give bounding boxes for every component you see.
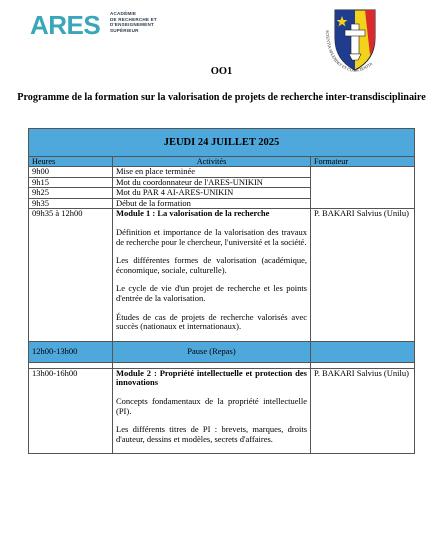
- module2-paragraph: Concepts fondamentaux de la propriété intellectuelle (PI).: [116, 395, 307, 416]
- document-header: [0, 0, 443, 72]
- seal-motto: [322, 0, 388, 74]
- pause-label: Pause (Repas): [113, 341, 311, 362]
- trainer-cell-empty: [311, 167, 415, 209]
- column-header-row: [29, 157, 415, 167]
- module2-title: Module 2 : Propriété intellectuelle et protection des innovations: [116, 367, 307, 388]
- pause-time: 12h00-13h00: [29, 341, 113, 362]
- activity-cell: Début de la formation: [113, 198, 311, 209]
- ares-sub-line: D'ENSEIGNEMENT: [110, 22, 154, 28]
- pause-row: [29, 341, 415, 362]
- ares-sub-line: SUPÉRIEUR: [110, 27, 139, 33]
- module1-activity: [113, 209, 311, 341]
- trainer-cell: P. BAKARI Salvius (Unilu): [311, 209, 415, 341]
- day-title: JEUDI 24 JUILLET 2025: [29, 129, 415, 157]
- activity-cell: Mot du coordonnateur de l'ARES-UNIKIN: [113, 177, 311, 188]
- module1-paragraph: Les différentes formes de valorisation (académique, économique, sociale, culturelle).: [116, 255, 307, 275]
- module1-paragraph: Le cycle de vie d'un projet de recherche et les points d'entrée de la valorisation.: [116, 283, 307, 303]
- table-row: [29, 167, 415, 178]
- seal-motto-text: SCIENTIA SPLENDET ET CONSCIENTIA: [325, 29, 374, 74]
- document-title: Programme de la formation sur la valorisation de projets de recherche inter-transdisciplinaire: [17, 92, 426, 103]
- ares-logo-text: ARES: [30, 10, 101, 40]
- activity-cell: Mise en place terminée: [113, 167, 311, 178]
- activity-cell: Mot du PAR 4 AI-ARES-UNIKIN: [113, 188, 311, 199]
- col-formateur: Formateur: [311, 157, 415, 167]
- day-header-row: [29, 129, 415, 157]
- time-cell: 9h35: [29, 198, 113, 209]
- col-activites: Activités: [113, 157, 311, 167]
- module2-activity: [113, 368, 311, 454]
- trainer-cell: P. BAKARI Salvius (Unilu): [311, 368, 415, 454]
- module1-paragraph: Définition et importance de la valorisation des travaux de recherche pour le chercheur, l'université et la société.: [116, 226, 307, 247]
- time-cell: 09h35 à 12h00: [29, 209, 113, 341]
- module1-row: [29, 209, 415, 341]
- col-heures: Heures: [29, 157, 113, 167]
- time-cell: 9h00: [29, 167, 113, 178]
- pause-trainer-empty: [311, 341, 415, 362]
- module1-paragraph: Études de cas de projets de recherche valorisés avec succès (nationaux et internationaux).: [116, 311, 307, 332]
- module2-paragraph: Les différents titres de PI : brevets, marques, droits d'auteur, dessins et modèles, secrets d'affaires.: [116, 424, 307, 444]
- time-cell: 9h15: [29, 177, 113, 188]
- ares-logo: [30, 10, 110, 40]
- document-id: OO1: [210, 66, 233, 77]
- module1-title: Module 1 : La valorisation de la recherche: [116, 208, 270, 219]
- ares-subtitle: [110, 11, 157, 33]
- time-cell: 9h25: [29, 188, 113, 199]
- ares-sub-line: ACADÉMIE: [110, 11, 137, 16]
- module2-row: [29, 368, 415, 454]
- ares-sub-line: DE RECHERCHE ET: [110, 16, 157, 22]
- time-cell: 13h00-16h00: [29, 368, 113, 454]
- schedule-table: [28, 128, 415, 454]
